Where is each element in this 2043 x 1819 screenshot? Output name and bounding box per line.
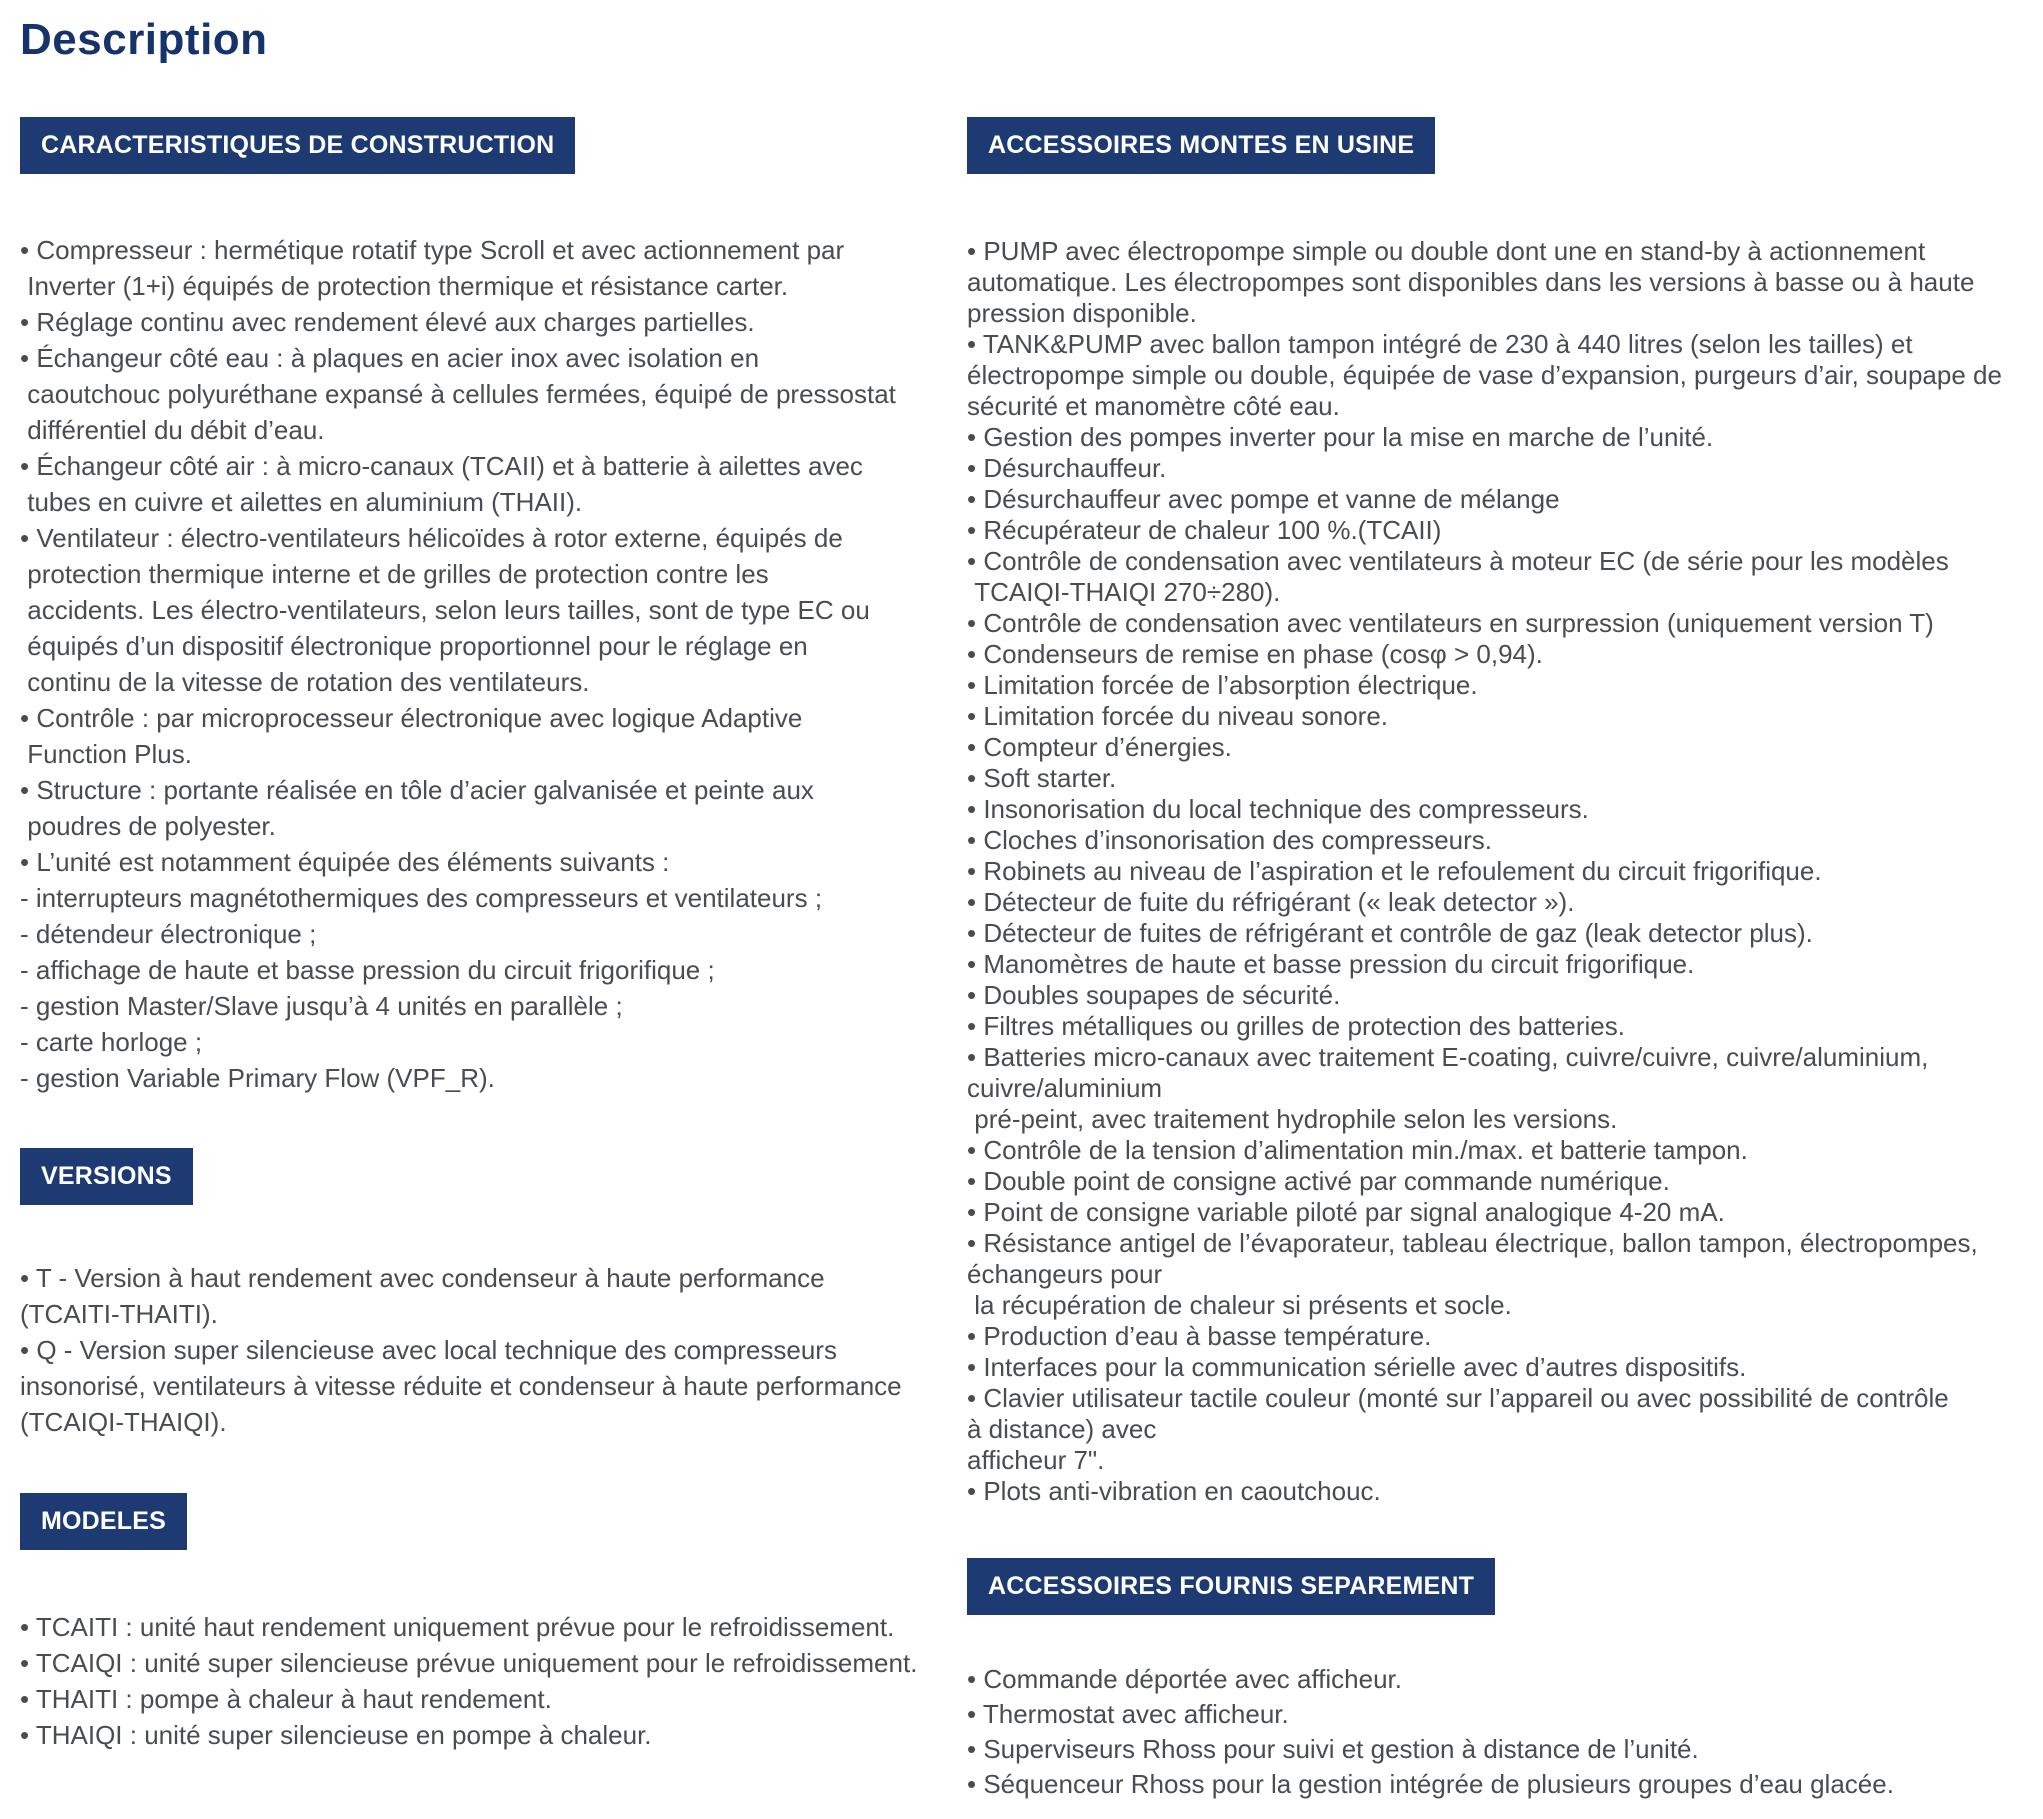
text-line: électropompe simple ou double, équipée de vase d’expansion, purgeurs d’air, soupape de (967, 360, 2002, 390)
text-line: • Condenseurs de remise en phase (cosφ > 0,94). (967, 639, 1543, 669)
text-line: • Manomètres de haute et basse pression du circuit frigorifique. (967, 949, 1695, 979)
text-line: • Contrôle de condensation avec ventilateurs à moteur EC (de série pour les modèles (967, 546, 1949, 576)
text-line: • Détecteur de fuite du réfrigérant (« leak detector »). (967, 887, 1575, 917)
text-line: • Superviseurs Rhoss pour suivi et gestion à distance de l’unité. (967, 1734, 1699, 1764)
text-line: • Résistance antigel de l’évaporateur, tableau électrique, ballon tampon, électropompes, (967, 1228, 1978, 1258)
text-line: (TCAIQI-THAIQI). (20, 1407, 227, 1437)
text-line: automatique. Les électropompes sont disponibles dans les versions à basse ou à haute (967, 267, 1975, 297)
text-line: • Contrôle de la tension d’alimentation min./max. et batterie tampon. (967, 1135, 1748, 1165)
text-line: équipés d’un dispositif électronique proportionnel pour le réglage en (20, 631, 808, 661)
text-line: • Production d’eau à basse température. (967, 1321, 1432, 1351)
text-line: • Échangeur côté air : à micro-canaux (TCAII) et à batterie à ailettes avec (20, 451, 863, 481)
text-line: • TANK&PUMP avec ballon tampon intégré de 230 à 440 litres (selon les tailles) et (967, 329, 1913, 359)
section-construction (20, 117, 940, 1096)
text-line: • Récupérateur de chaleur 100 %.(TCAII) (967, 515, 1442, 545)
text-line: caoutchouc polyuréthane expansé à cellules fermées, équipé de pressostat (20, 379, 896, 409)
text-line: - gestion Variable Primary Flow (VPF_R). (20, 1063, 495, 1093)
text-line: différentiel du débit d’eau. (20, 415, 325, 445)
text-line: • TCAITI : unité haut rendement uniquement prévue pour le refroidissement. (20, 1612, 895, 1642)
text-line: • Contrôle de condensation avec ventilateurs en surpression (uniquement version T) (967, 608, 1934, 638)
text-line: tubes en cuivre et ailettes en aluminium (THAII). (20, 487, 583, 517)
text-line: (TCAITI-THAITI). (20, 1299, 218, 1329)
text-line: • Limitation forcée de l’absorption électrique. (967, 670, 1478, 700)
text-line: TCAIQI-THAIQI 270÷280). (967, 577, 1281, 607)
text-line: • Désurchauffeur. (967, 453, 1167, 483)
text-line: échangeurs pour (967, 1259, 1163, 1289)
text-line: Inverter (1+i) équipés de protection thermique et résistance carter. (20, 271, 789, 301)
text-line: - gestion Master/Slave jusqu’à 4 unités en parallèle ; (20, 991, 623, 1021)
section-header-modeles: MODELES (20, 1493, 187, 1550)
text-line: - interrupteurs magnétothermiques des compresseurs et ventilateurs ; (20, 883, 823, 913)
text-line: pression disponible. (967, 298, 1197, 328)
text-line: • Structure : portante réalisée en tôle d’acier galvanisée et peinte aux (20, 775, 814, 805)
text-line: accidents. Les électro-ventilateurs, selon leurs tailles, sont de type EC ou (20, 595, 870, 625)
text-line: • Batteries micro-canaux avec traitement E-coating, cuivre/cuivre, cuivre/aluminium, (967, 1042, 1929, 1072)
section-factory-mounted-accessories (967, 117, 2023, 1507)
text-line: sécurité et manomètre côté eau. (967, 391, 1340, 421)
construction-list (20, 232, 940, 1096)
text-line: • Filtres métalliques ou grilles de protection des batteries. (967, 1011, 1625, 1041)
left-column (20, 117, 940, 1753)
text-line: • Compresseur : hermétique rotatif type Scroll et avec actionnement par (20, 235, 845, 265)
text-line: • Détecteur de fuites de réfrigérant et contrôle de gaz (leak detector plus). (967, 918, 1813, 948)
section-header-supplied-separately: ACCESSOIRES FOURNIS SEPAREMENT (967, 1558, 1495, 1615)
text-line: protection thermique interne et de grilles de protection contre les (20, 559, 769, 589)
text-line: - détendeur électronique ; (20, 919, 317, 949)
section-versions (20, 1096, 940, 1440)
text-line: • Thermostat avec afficheur. (967, 1699, 1289, 1729)
factory-mounted-list (967, 236, 2023, 1507)
text-line: - carte horloge ; (20, 1027, 203, 1057)
text-line: • Cloches d’insonorisation des compresseurs. (967, 825, 1493, 855)
text-line: • Q - Version super silencieuse avec local technique des compresseurs (20, 1335, 837, 1365)
text-line: • Commande déportée avec afficheur. (967, 1664, 1402, 1694)
text-line: • Désurchauffeur avec pompe et vanne de mélange (967, 484, 1560, 514)
text-line: • Clavier utilisateur tactile couleur (monté sur l’appareil ou avec possibilité de contrôle (967, 1383, 1949, 1413)
section-header-construction: CARACTERISTIQUES DE CONSTRUCTION (20, 117, 575, 174)
text-line: Function Plus. (20, 739, 192, 769)
text-line: à distance) avec (967, 1414, 1157, 1444)
text-line: cuivre/aluminium (967, 1073, 1163, 1103)
versions-list (20, 1260, 940, 1440)
text-line: poudres de polyester. (20, 811, 276, 841)
text-line: • Robinets au niveau de l’aspiration et le refoulement du circuit frigorifique. (967, 856, 1822, 886)
modeles-list (20, 1609, 940, 1753)
section-modeles (20, 1440, 940, 1753)
text-line: • Ventilateur : électro-ventilateurs hélicoïdes à rotor externe, équipés de (20, 523, 843, 553)
section-header-versions: VERSIONS (20, 1148, 193, 1205)
text-line: insonorisé, ventilateurs à vitesse réduite et condenseur à haute performance (20, 1371, 902, 1401)
text-line: afficheur 7". (967, 1445, 1105, 1475)
text-line: • Double point de consigne activé par commande numérique. (967, 1166, 1670, 1196)
text-line: • Séquenceur Rhoss pour la gestion intégrée de plusieurs groupes d’eau glacée. (967, 1769, 1894, 1799)
text-line: • T - Version à haut rendement avec condenseur à haute performance (20, 1263, 825, 1293)
text-line: • Échangeur côté eau : à plaques en acier inox avec isolation en (20, 343, 760, 373)
text-line: pré-peint, avec traitement hydrophile selon les versions. (967, 1104, 1618, 1134)
content-columns (20, 117, 2023, 1802)
text-line: • PUMP avec électropompe simple ou double dont une en stand-by à actionnement (967, 236, 1926, 266)
text-line: • Soft starter. (967, 763, 1117, 793)
text-line: • Limitation forcée du niveau sonore. (967, 701, 1389, 731)
supplied-separately-list (967, 1662, 2023, 1802)
text-line: • Plots anti-vibration en caoutchouc. (967, 1476, 1381, 1506)
section-header-factory-mounted: ACCESSOIRES MONTES EN USINE (967, 117, 1435, 174)
text-line: • Contrôle : par microprocesseur électronique avec logique Adaptive (20, 703, 803, 733)
text-line: • Gestion des pompes inverter pour la mise en marche de l’unité. (967, 422, 1714, 452)
text-line: • Compteur d’énergies. (967, 732, 1232, 762)
text-line: continu de la vitesse de rotation des ventilateurs. (20, 667, 590, 697)
text-line: - affichage de haute et basse pression du circuit frigorifique ; (20, 955, 715, 985)
text-line: • Insonorisation du local technique des compresseurs. (967, 794, 1589, 824)
section-supplied-separately-accessories (967, 1507, 2023, 1802)
text-line: • Réglage continu avec rendement élevé aux charges partielles. (20, 307, 755, 337)
text-line: • THAITI : pompe à chaleur à haut rendement. (20, 1684, 552, 1714)
text-line: • THAIQI : unité super silencieuse en pompe à chaleur. (20, 1720, 652, 1750)
text-line: • TCAIQI : unité super silencieuse prévue uniquement pour le refroidissement. (20, 1648, 918, 1678)
text-line: • Doubles soupapes de sécurité. (967, 980, 1341, 1010)
text-line: • L’unité est notamment équipée des éléments suivants : (20, 847, 670, 877)
text-line: la récupération de chaleur si présents et socle. (967, 1290, 1512, 1320)
page-title: Description (20, 15, 268, 64)
text-line: • Interfaces pour la communication sérielle avec d’autres dispositifs. (967, 1352, 1747, 1382)
right-column (967, 117, 2023, 1802)
text-line: • Point de consigne variable piloté par signal analogique 4-20 mA. (967, 1197, 1725, 1227)
